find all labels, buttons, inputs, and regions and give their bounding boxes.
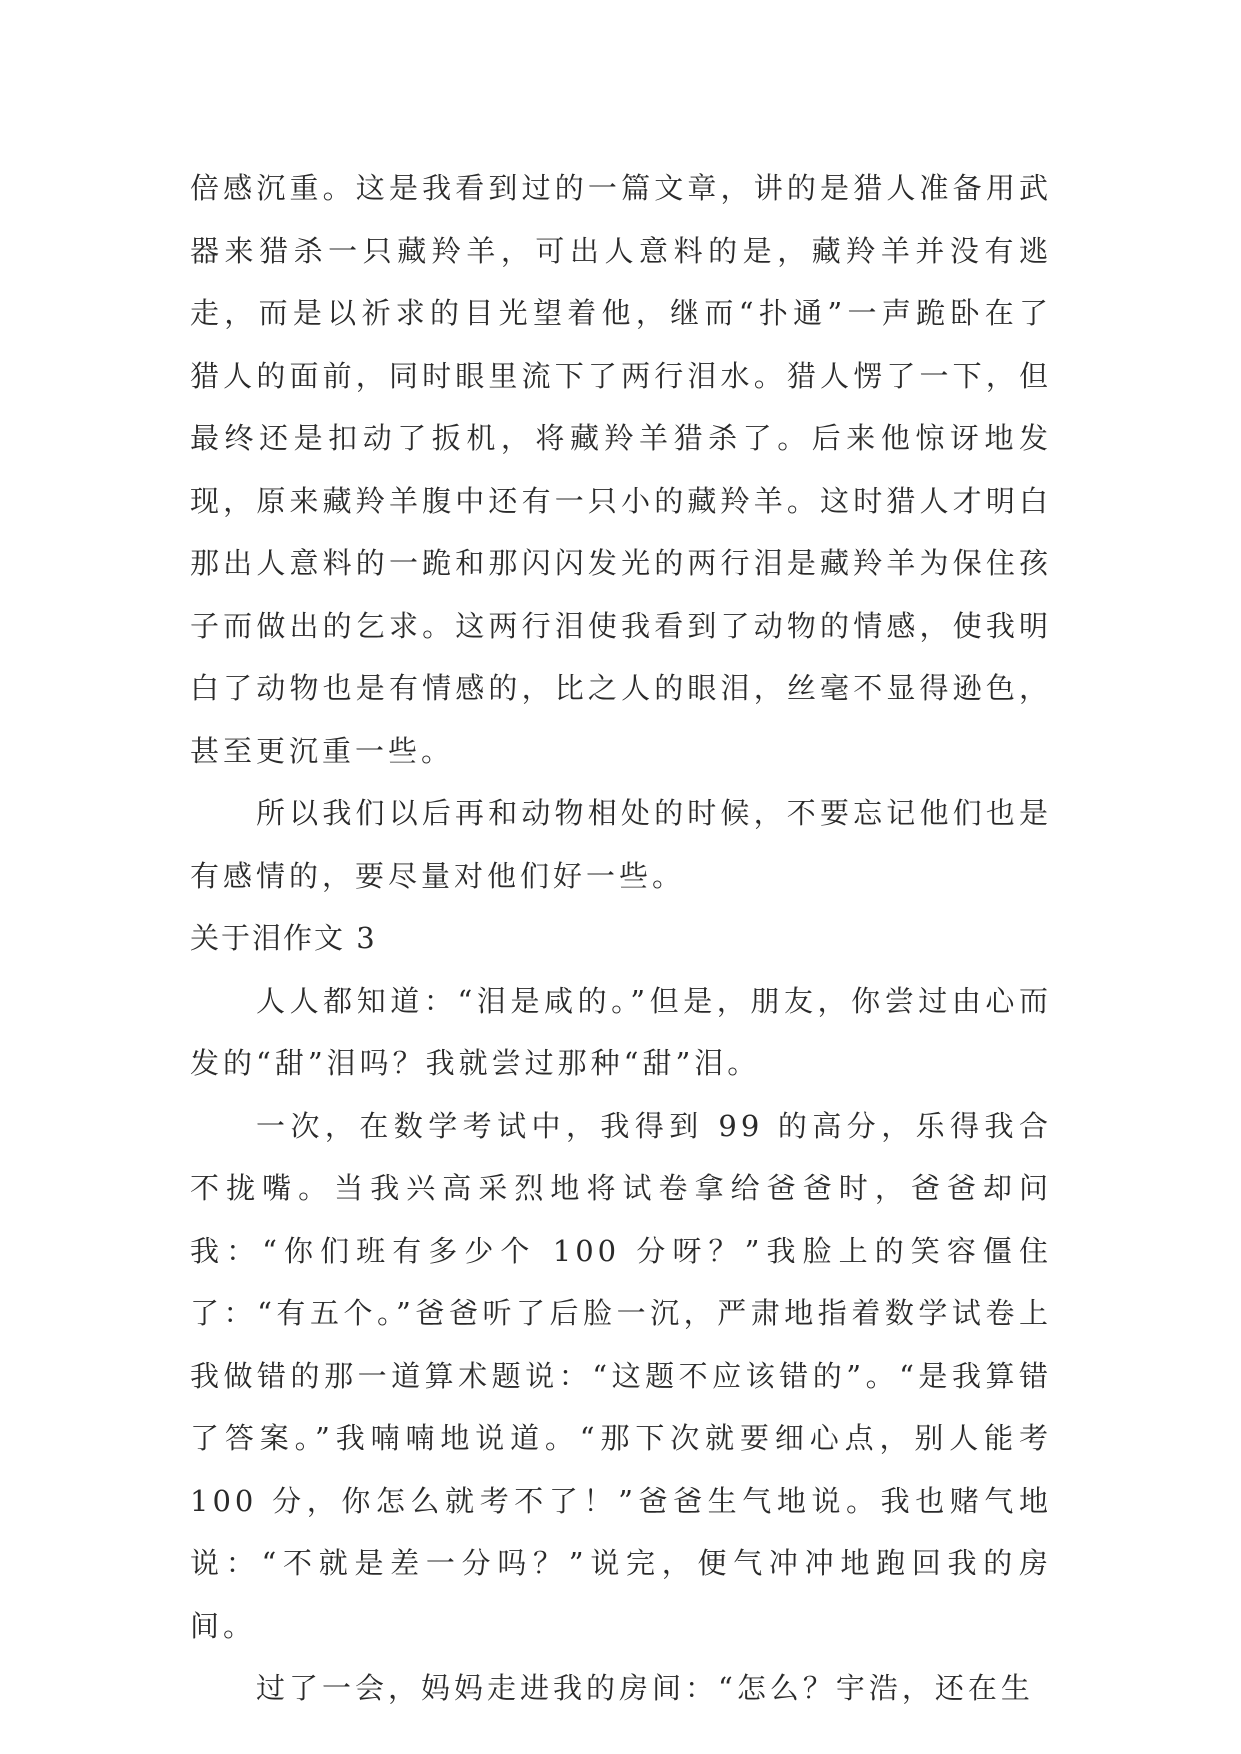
paragraph-tibetan-antelope-story: 倍感沉重。这是我看到过的一篇文章，讲的是猎人准备用武器来猎杀一只藏羚羊，可出人意料的是，藏羚羊并没有逃走，而是以祈求的目光望着他，继而“扑通”一声跪卧在了猎人的面前，同时眼里流下了两行泪水。猎人愣了一下，但最终还是扣动了扳机，将藏羚羊猎杀了。后来他惊讶地发现，原来藏羚羊腹中还有一只小的藏羚羊。这时猎人才明白那出人意料的一跪和那闪闪发光的两行泪是藏羚羊为保住孩子而做出的乞求。这两行泪使我看到了动物的情感，使我明白了动物也是有情感的，比之人的眼泪，丝毫不显得逊色，甚至更沉重一些。 — [190, 171, 1052, 768]
essay-heading: 关于泪作文 3 — [190, 921, 377, 955]
paragraph-math-exam-story: 一次，在数学考试中，我得到 99 的高分，乐得我合不拢嘴。当我兴高采烈地将试卷拿给爸爸时，爸爸却问我：“你们班有多少个 100 分呀？”我脸上的笑容僵住了：“有五个。”爸爸听了后脸一沉，严肃地指着数学试卷上我做错的那一道算术题说：“这题不应该错的”。“是我算错了答案。”我喃喃地说道。“那下次就要细心点，别人能考 100 分，你怎么就考不了！”爸爸生气地说。我也赌气地说：“不就是差一分吗？”说完，便气冲冲地跑回我的房间。 — [190, 1108, 1052, 1643]
document-page — [190, 157, 1052, 1720]
paragraph-mother-enters: 过了一会，妈妈走进我的房间：“怎么？宇浩，还在生 — [256, 1671, 1034, 1705]
paragraph-conclusion: 所以我们以后再和动物相处的时候，不要忘记他们也是有感情的，要尽量对他们好一些。 — [190, 796, 1052, 893]
paragraph-sweet-tears-intro: 人人都知道：“泪是咸的。”但是，朋友，你尝过由心而发的“甜”泪吗？我就尝过那种“甜”泪。 — [190, 983, 1052, 1080]
